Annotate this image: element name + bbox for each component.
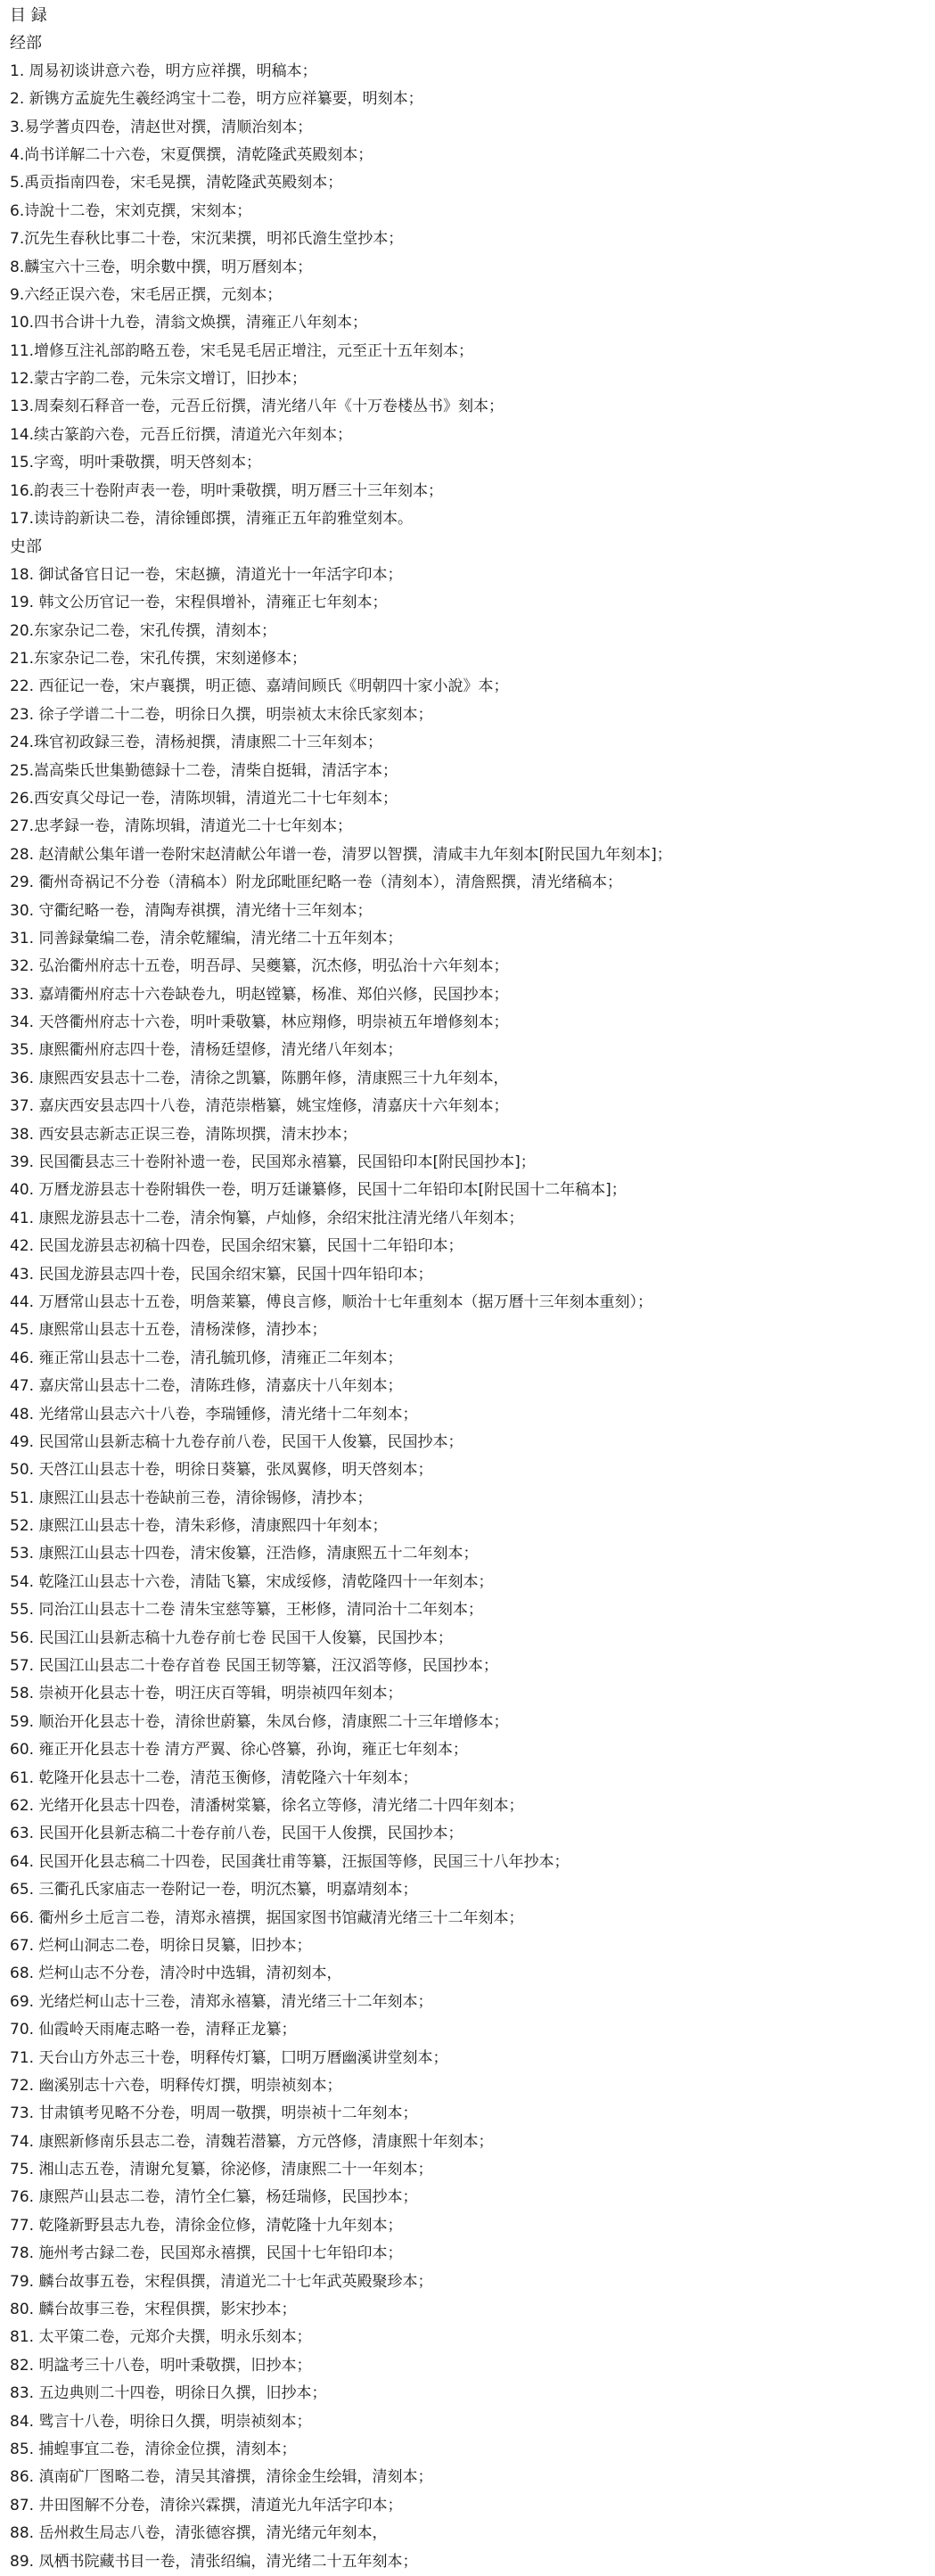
catalog-entry: 6.诗說十二卷，宋刘克撰，宋刻本；: [10, 201, 252, 220]
catalog-entry: 32. 弘治衢州府志十五卷，明吾冔、吴夔纂，沉杰修，明弘治十六年刻本；: [10, 957, 509, 976]
catalog-entry: 33. 嘉靖衢州府志十六卷缺卷九，明赵镗纂，杨准、郑伯兴修，民国抄本；: [10, 985, 509, 1004]
catalog-entry: 27.忠孝録一卷，清陈坝辑，清道光二十七年刻本；: [10, 817, 353, 836]
catalog-entry: 63. 民国开化县新志稿二十卷存前八卷，民国干人俊撰，民国抄本；: [10, 1825, 463, 1843]
catalog-entry: 87. 井田图解不分卷，清徐兴霖撰，清道光九年活字印本；: [10, 2496, 403, 2514]
contents-list: [10, 29, 935, 2576]
catalog-entry: 57. 民国江山县志二十卷存首卷 民国王韧等纂，汪汉滔等修，民国抄本；: [10, 1657, 498, 1676]
catalog-entry: 75. 湘山志五卷，清谢允复纂，徐泌修，清康熙二十一年刻本；: [10, 2161, 433, 2179]
catalog-entry: 86. 滇南矿厂图略二卷，清吴其濬撰，清徐金生绘辑，清刻本；: [10, 2468, 433, 2487]
catalog-entry: 47. 嘉庆常山县志十二卷，清陈珄修，清嘉庆十八年刻本；: [10, 1377, 403, 1396]
catalog-entry: 78. 施州考古録二卷，民国郑永禧撰，民国十七年铅印本；: [10, 2244, 403, 2263]
catalog-entry: 4.尚书详解二十六卷，宋夏僎撰，清乾隆武英殿刻本；: [10, 145, 373, 164]
catalog-entry: 20.东家杂记二卷，宋孔传撰，清刻本；: [10, 621, 277, 640]
catalog-entry: 5.禹贡指南四卷，宋毛晃撰，清乾隆武英殿刻本；: [10, 174, 343, 193]
catalog-entry: 17.读诗韵新诀二卷，清徐锺郎撰，清雍正五年韵雅堂刻本。: [10, 510, 414, 529]
catalog-entry: 34. 天啓衢州府志十六卷，明叶秉敬纂，林应翔修，明崇祯五年增修刻本；: [10, 1013, 509, 1032]
catalog-entry: 38. 西安县志新志正误三卷，清陈坝撰，清末抄本；: [10, 1125, 357, 1144]
catalog-entry: 56. 民国江山县新志稿十九卷存前七卷 民国干人俊纂，民国抄本；: [10, 1628, 453, 1647]
catalog-entry: 89. 凤栖书院藏书目一卷，清张绍编，清光绪二十五年刻本；: [10, 2552, 418, 2571]
catalog-entry: 29. 衢州奇祸记不分卷（清稿本）附龙邱毗匪纪略一卷（清刻本），清詹熙撰，清光绪稿本；: [10, 874, 622, 892]
section-heading: 史部: [10, 537, 42, 557]
catalog-entry: 88. 岳州救生局志八卷，清张德容撰，清光绪元年刻本，: [10, 2524, 388, 2543]
catalog-entry: 26.西安真父母记一卷，清陈坝辑，清道光二十七年刻本；: [10, 789, 398, 808]
catalog-entry: 22. 西征记一卷，宋卢襄撰，明正德、嘉靖间顾氏《明朝四十家小說》本；: [10, 677, 509, 696]
catalog-entry: 82. 明諡考三十八卷，明叶秉敬撰，旧抄本；: [10, 2356, 312, 2375]
catalog-entry: 46. 雍正常山县志十二卷，清孔毓玑修，清雍正二年刻本；: [10, 1349, 403, 1367]
catalog-entry: 43. 民国龙游县志四十卷，民国余绍宋纂，民国十四年铅印本；: [10, 1265, 433, 1284]
catalog-entry: 25.嵩高柴氏世集勤德録十二卷，清柴自挺辑，清活字本；: [10, 761, 398, 780]
catalog-entry: 16.韵表三十卷附声表一卷，明叶秉敬撰，明万曆三十三年刻本；: [10, 481, 444, 500]
catalog-entry: 24.珠官初政録三卷，清杨昶撰，清康熙二十三年刻本；: [10, 734, 383, 752]
catalog-entry: 40. 万曆龙游县志十卷附辑佚一卷，明万廷谦纂修，民国十二年铅印本[附民国十二年稿本]；: [10, 1181, 627, 1200]
catalog-entry: 1. 周易初谈讲意六卷，明方应祥撰，明稿本；: [10, 62, 317, 80]
catalog-entry: 21.东家杂记二卷，宋孔传撰，宋刻递修本；: [10, 649, 308, 668]
catalog-entry: 74. 康熙新修南乐县志二卷，清魏若潜纂，方元啓修，清康熙十年刻本；: [10, 2132, 494, 2151]
catalog-entry: 28. 赵清献公集年谱一卷附宋赵清献公年谱一卷，清罗以智撰，清咸丰九年刻本[附民国九年刻本]；: [10, 845, 672, 864]
catalog-entry: 80. 麟台故事三卷，宋程俱撰，影宋抄本；: [10, 2301, 297, 2319]
catalog-entry: 13.周秦刻石释音一卷，元吾丘衍撰，清光绪八年《十万卷楼丛书》刻本；: [10, 398, 504, 416]
catalog-entry: 83. 五边典则二十四卷，明徐日久撰，旧抄本；: [10, 2384, 327, 2403]
catalog-entry: 7.沉先生春秋比事二十卷，宋沉棐撰，明祁氏澹生堂抄本；: [10, 230, 404, 249]
catalog-entry: 50. 天啓江山县志十卷，明徐日葵纂，张凤翼修，明天啓刻本；: [10, 1461, 433, 1480]
catalog-entry: 2. 新镌方孟旋先生羲经鸿宝十二卷，明方应祥纂要，明刻本；: [10, 90, 423, 109]
catalog-entry: 42. 民国龙游县志初稿十四卷，民国余绍宋纂，民国十二年铅印本；: [10, 1237, 463, 1256]
catalog-entry: 11.增修互注礼部韵略五卷，宋毛晃毛居正增注，元至正十五年刻本；: [10, 341, 474, 360]
catalog-entry: 70. 仙霞岭天雨庵志略一卷，清释正龙纂；: [10, 2021, 297, 2039]
catalog-entry: 19. 韩文公历官记一卷，宋程俱增补，清雍正七年刻本；: [10, 594, 388, 612]
catalog-entry: 18. 御试备官日记一卷，宋赵擴，清道光十一年活字印本；: [10, 565, 403, 584]
catalog-entry: 31. 同善録彙编二卷，清余乾耀编，清光绪二十五年刻本；: [10, 929, 403, 948]
catalog-entry: 73. 甘肃镇考见略不分卷，明周一敬撰，明崇祯十二年刻本；: [10, 2104, 418, 2123]
catalog-entry: 64. 民国开化县志稿二十四卷，民国龚壮甫等纂，汪振国等修，民国三十八年抄本；: [10, 1852, 570, 1871]
catalog-entry: 14.续古篆韵六卷，元吾丘衍撰，清道光六年刻本；: [10, 425, 353, 444]
catalog-entry: 8.麟宝六十三卷，明余數中撰，明万曆刻本；: [10, 258, 313, 276]
catalog-entry: 58. 崇祯开化县志十卷，明汪庆百等辑，明崇祯四年刻本；: [10, 1685, 403, 1703]
catalog-entry: 51. 康熙江山县志十卷缺前三卷，清徐锡修，清抄本；: [10, 1489, 373, 1507]
catalog-entry: 55. 同治江山县志十二卷 清朱宝慈等纂，王彬修，清同治十二年刻本；: [10, 1601, 483, 1620]
catalog-entry: 59. 顺治开化县志十卷，清徐世蔚纂，朱凤台修，清康熙二十三年增修本；: [10, 1712, 509, 1731]
catalog-entry: 41. 康熙龙游县志十二卷，清余恂纂，卢灿修，余绍宋批注清光绪八年刻本；: [10, 1209, 524, 1227]
catalog-entry: 3.易学蓍贞四卷，清赵世对撰，清顺治刻本；: [10, 118, 313, 136]
catalog-entry: 49. 民国常山县新志稿十九卷存前八卷，民国干人俊纂，民国抄本；: [10, 1432, 463, 1451]
catalog-entry: 67. 烂柯山洞志二卷，明徐日炅纂，旧抄本；: [10, 1936, 312, 1955]
catalog-entry: 10.四书合讲十九卷，清翁文焕撰，清雍正八年刻本；: [10, 314, 368, 332]
catalog-entry: 44. 万曆常山县志十五卷，明詹莱纂，傅良言修，顺治十七年重刻本（据万曆十三年刻本重刻）；: [10, 1292, 652, 1311]
catalog-entry: 60. 雍正开化县志十卷 清方严翼、徐心啓纂，孙询，雍正七年刻本；: [10, 1741, 468, 1760]
catalog-entry: 61. 乾隆开化县志十二卷，清范玉衡修，清乾隆六十年刻本；: [10, 1768, 418, 1787]
page-title: 目 録: [10, 6, 47, 25]
catalog-entry: 48. 光绪常山县志六十八卷，李瑞锺修，清光绪十二年刻本；: [10, 1405, 418, 1423]
catalog-entry: 62. 光绪开化县志十四卷，清潘树棠纂，徐名立等修，清光绪二十四年刻本；: [10, 1797, 524, 1815]
catalog-entry: 84. 骘言十八卷，明徐日久撰，明崇祯刻本；: [10, 2412, 312, 2431]
catalog-entry: 39. 民国衢县志三十卷附补遗一卷，民国郑永禧纂，民国铅印本[附民国抄本]；: [10, 1153, 536, 1172]
catalog-entry: 36. 康熙西安县志十二卷，清徐之凯纂，陈鹏年修，清康熙三十九年刻本，: [10, 1069, 509, 1087]
catalog-entry: 79. 麟台故事五卷，宋程俱撰，清道光二十七年武英殿聚珍本；: [10, 2272, 433, 2291]
catalog-entry: 77. 乾隆新野县志九卷，清徐金位修，清乾隆十九年刻本；: [10, 2216, 403, 2235]
catalog-entry: 15.字鸾，明叶秉敬撰，明天啓刻本；: [10, 454, 262, 472]
catalog-entry: 66. 衢州乡土卮言二卷，清郑永禧撰，据国家图书馆藏清光绪三十二年刻本；: [10, 1908, 524, 1927]
catalog-entry: 76. 康熙芦山县志二卷，清竹全仁纂，杨廷瑞修，民国抄本；: [10, 2188, 418, 2207]
catalog-entry: 69. 光绪烂柯山志十三卷，清郑永禧纂，清光绪三十二年刻本；: [10, 1992, 433, 2011]
section-heading: 经部: [10, 34, 42, 53]
catalog-entry: 72. 幽溪别志十六卷，明释传灯撰，明崇祯刻本；: [10, 2076, 342, 2095]
catalog-entry: 9.六经正误六卷，宋毛居正撰，元刻本；: [10, 285, 283, 304]
catalog-entry: 23. 徐子学谱二十二卷，明徐日久撰，明崇祯太末徐氏家刻本；: [10, 705, 433, 724]
catalog-entry: 54. 乾隆江山县志十六卷，清陆飞纂，宋成绥修，清乾隆四十一年刻本；: [10, 1572, 494, 1591]
catalog-entry: 71. 天台山方外志三十卷，明释传灯纂，囗明万曆幽溪讲堂刻本；: [10, 2048, 448, 2067]
catalog-entry: 85. 捕蝗事宜二卷，清徐金位撰，清刻本；: [10, 2440, 297, 2458]
catalog-entry: 12.蒙古字韵二卷，元朱宗文增订，旧抄本；: [10, 370, 308, 389]
catalog-entry: 65. 三衢孔氏家庙志一卷附记一卷，明沉杰纂，明嘉靖刻本；: [10, 1881, 418, 1899]
catalog-entry: 68. 烂柯山志不分卷，清冷时中选辑，清初刻本，: [10, 1965, 342, 1983]
catalog-entry: 81. 太平策二卷，元郑介夫撰，明永乐刻本；: [10, 2328, 312, 2347]
catalog-entry: 30. 守衢纪略一卷，清陶寿祺撰，清光绪十三年刻本；: [10, 901, 373, 920]
catalog-entry: 53. 康熙江山县志十四卷，清宋俊纂，汪浩修，清康熙五十二年刻本；: [10, 1545, 479, 1563]
catalog-entry: 37. 嘉庆西安县志四十八卷，清范崇楷纂，姚宝煃修，清嘉庆十六年刻本；: [10, 1097, 509, 1116]
catalog-entry: 35. 康熙衢州府志四十卷，清杨廷望修，清光绪八年刻本；: [10, 1041, 403, 1060]
catalog-entry: 45. 康熙常山县志十五卷，清杨溁修，清抄本；: [10, 1321, 327, 1340]
catalog-entry: 52. 康熙江山县志十卷，清朱彩修，清康熙四十年刻本；: [10, 1517, 388, 1536]
